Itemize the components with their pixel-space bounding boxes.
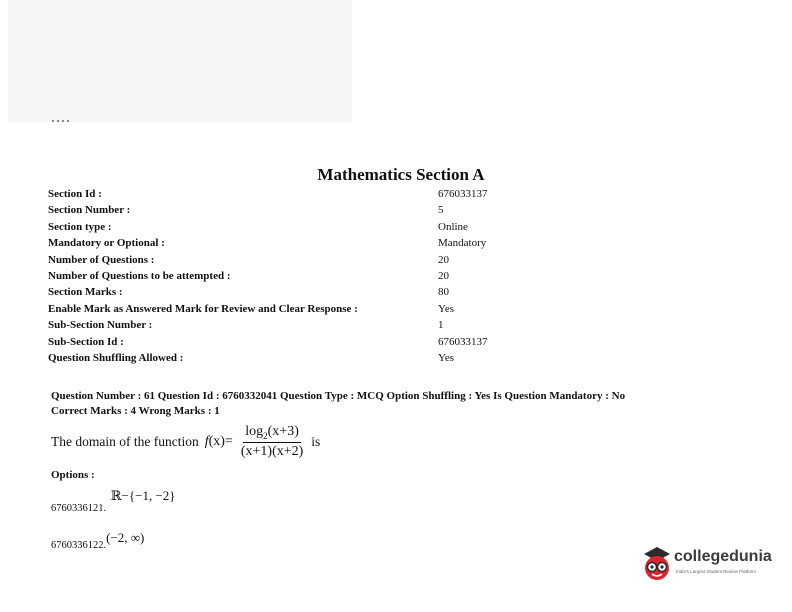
info-row [48,286,568,302]
info-value: Mandatory [438,237,487,250]
section-title: Mathematics Section A [317,165,485,184]
info-row [48,352,568,368]
info-label: Mandatory or Optional : [48,237,165,250]
info-row [48,254,568,270]
info-row [48,336,568,352]
info-label: Section type : [48,220,112,233]
info-label: Sub-Section Number : [48,319,153,332]
info-row [48,319,568,335]
logo-mascot-icon [640,544,674,584]
info-row [48,221,568,237]
info-label: Section Id : [48,188,102,200]
section-info-table [48,188,568,368]
info-row [48,188,568,204]
info-row [48,303,568,319]
info-value: Yes [438,302,455,315]
option-id: 6760336122. [51,540,107,551]
options-label: Options : [51,469,95,481]
info-label: Number of Questions : [48,253,155,266]
info-value: Yes [438,351,455,364]
option-value: (−2, ∞) [106,530,145,545]
function-name: f [204,433,209,449]
info-value: 676033137 [438,188,488,200]
function-arg: (x)= [208,433,233,449]
fraction [239,424,305,460]
fraction-denominator: (x+1)(x+2) [240,443,304,459]
info-value: 676033137 [438,335,488,348]
blurred-header-image [8,0,352,122]
logo-wordmark: collegedunia [674,548,772,565]
option-item[interactable] [51,488,176,514]
info-value: 20 [438,269,449,282]
logo-tagline: India's Largest Student Review Platform [676,569,756,574]
info-value: 20 [438,253,449,266]
log-argument: (x+3) [267,424,299,439]
info-row [48,237,568,253]
question-marks-line: Correct Marks : 4 Wrong Marks : 1 [51,405,220,417]
option-value: ℝ−{−1, −2} [110,488,176,503]
question-meta-line: Question Number : 61 Question Id : 6760332041 Question Type : MCQ Option Shuffling : Yes Is Question Mandatory : No [51,390,626,402]
info-label: Number of Questions to be attempted : [48,269,231,282]
info-label: Enable Mark as Answered Mark for Review and Clear Response : [48,302,358,315]
info-row [48,270,568,286]
info-value: 80 [438,286,449,299]
info-label: Sub-Section Id : [48,335,124,348]
log-symbol: log [245,424,264,439]
question-prefix: The domain of the function [51,433,199,449]
fraction-numerator [243,424,301,443]
separator-dots [52,120,70,122]
option-id: 6760336121. [51,503,107,514]
info-label: Section Number : [48,204,131,217]
info-value: 5 [438,204,444,217]
question-text [51,424,320,460]
option-item[interactable] [51,530,145,551]
log-base: 2 [263,430,268,441]
info-row [48,204,568,220]
info-label: Section Marks : [48,286,123,299]
collegedunia-logo [640,544,772,584]
question-header [51,389,751,419]
info-label: Question Shuffling Allowed : [48,351,184,364]
question-suffix: is [311,433,321,449]
info-value: 1 [438,319,444,332]
info-value: Online [438,220,468,233]
